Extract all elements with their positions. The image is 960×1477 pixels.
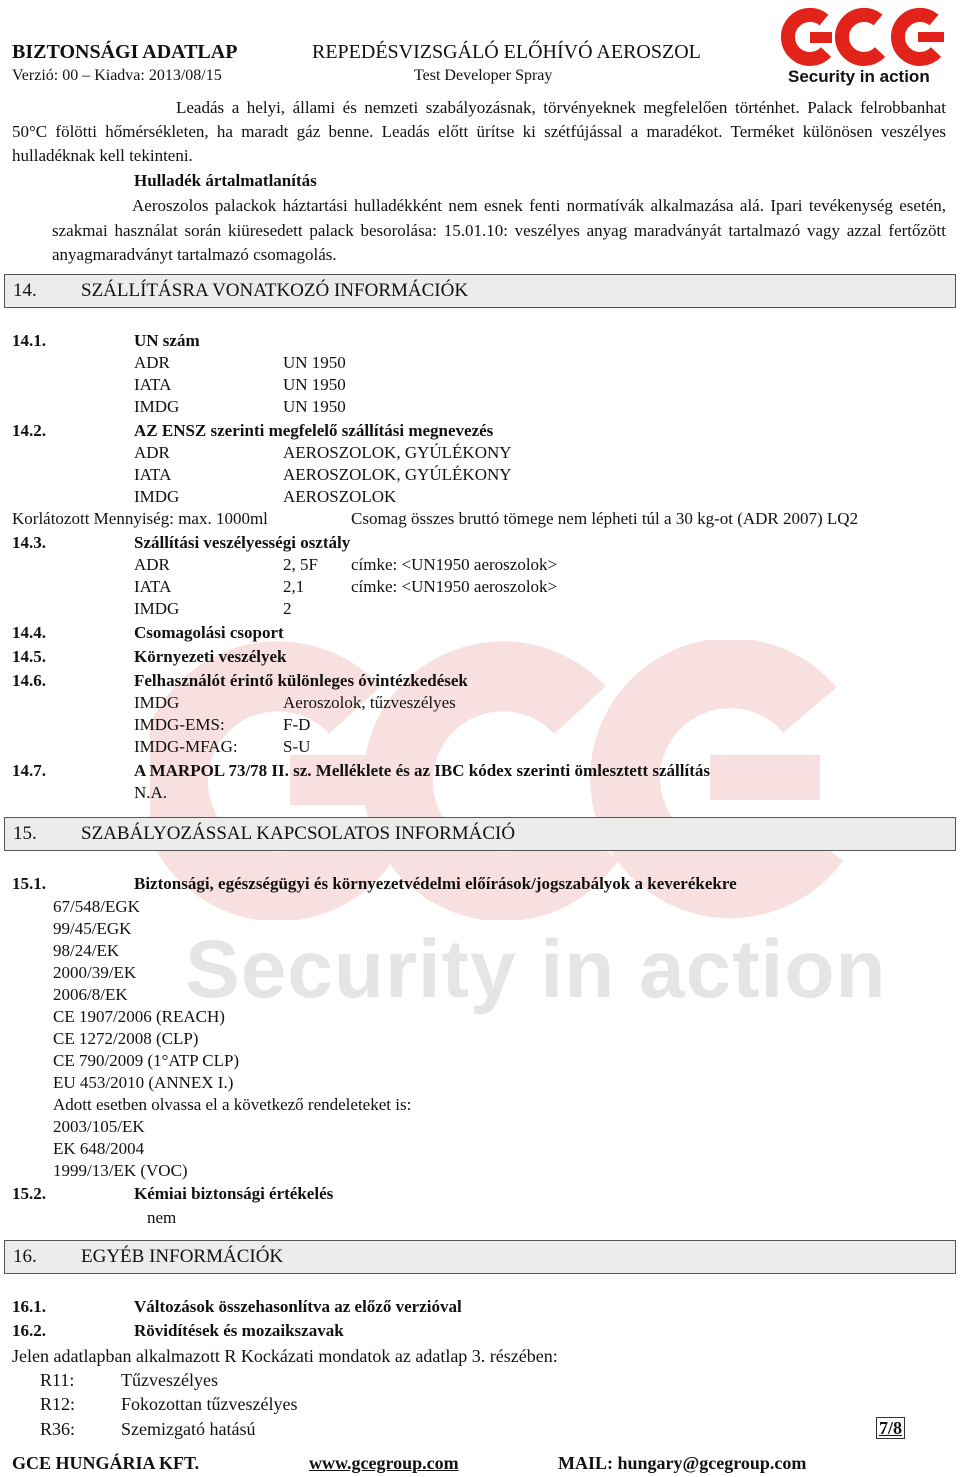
subsection-number: 14.4.: [12, 623, 46, 642]
section-title: EGYÉB INFORMÁCIÓK: [81, 1246, 284, 1267]
r-phrase-code: R36:: [40, 1419, 76, 1439]
page-number: 7/8: [876, 1417, 905, 1439]
disposal-paragraph: Leadás a helyi, állami és nemzeti szabályozásnak, törvényeknek megfelelően történhet. Palack felrobbanhat 50°C fölötti hőmérsékleten, ha maradt gáz benne. Leadás előtt ürítse ki szétfújással a maradékot. Terméket különösen veszélyes hulladéknak kell tekinteni.: [12, 98, 946, 165]
r-phrase-intro: Jelen adatlapban alkalmazott R Kockázati mondatok az adatlap 3. részében:: [12, 1346, 558, 1366]
section-title: SZABÁLYOZÁSSAL KAPCSOLATOS INFORMÁCIÓ: [81, 823, 516, 844]
subsection-number: 14.1.: [12, 331, 46, 350]
subsection-title: UN szám: [134, 331, 200, 350]
section-15-header: [4, 817, 956, 851]
regulation-item: CE 790/2009 (1°ATP CLP): [53, 1051, 240, 1070]
regulation-item: 98/24/EK: [53, 941, 120, 960]
r-phrase-code: R12:: [40, 1394, 76, 1414]
subsection-title: Kémiai biztonsági értékelés: [134, 1184, 334, 1203]
row-key: ADR: [134, 555, 170, 574]
r-phrase-text: Szemizgató hatású: [121, 1419, 256, 1439]
regulation-item: EK 648/2004: [53, 1139, 145, 1158]
section-14-header: [4, 274, 956, 308]
regulation-item: 2000/39/EK: [53, 963, 137, 982]
row-key: ADR: [134, 353, 170, 372]
row-key: IMDG: [134, 693, 180, 712]
version-info: Verzió: 00 – Kiadva: 2013/08/15: [12, 67, 222, 84]
row-value: AEROSZOLOK, GYÚLÉKONY: [283, 465, 512, 484]
row-label: címke: <UN1950 aeroszolok>: [351, 555, 558, 574]
section-number: 15.: [13, 823, 37, 844]
regulation-item: CE 1907/2006 (REACH): [53, 1007, 225, 1026]
row-value: 2: [283, 599, 292, 618]
product-subtitle: Test Developer Spray: [414, 67, 553, 84]
section-number: 14.: [13, 280, 37, 301]
subsection-number: 14.5.: [12, 647, 46, 666]
subsection-value: nem: [147, 1208, 177, 1227]
subsection-title: Rövidítések és mozaikszavak: [134, 1321, 344, 1340]
subsection-title: AZ ENSZ szerinti megfelelő szállítási megnevezés: [134, 421, 494, 440]
subsection-number: 15.2.: [12, 1184, 46, 1203]
subsection-title: Változások összehasonlítva az előző verzióval: [134, 1297, 462, 1316]
website-link[interactable]: www.gcegroup.com: [309, 1453, 459, 1473]
mail-label: MAIL:: [558, 1453, 613, 1473]
product-title: REPEDÉSVIZSGÁLÓ ELŐHÍVÓ AEROSZOL: [312, 41, 701, 63]
mail-address[interactable]: hungary@gcegroup.com: [617, 1453, 807, 1473]
regulation-item: 2003/105/EK: [53, 1117, 145, 1136]
row-value: UN 1950: [283, 353, 346, 372]
regulation-item: 99/45/EGK: [53, 919, 132, 938]
row-value: Aeroszolok, tűzveszélyes: [283, 693, 456, 712]
regulation-item: 67/548/EGK: [53, 897, 140, 916]
limited-quantity: Korlátozott Mennyiség: max. 1000ml: [12, 509, 268, 528]
row-value: 2,1: [283, 577, 305, 596]
subsection-number: 16.2.: [12, 1321, 46, 1340]
footer-company: GCE HUNGÁRIA KFT.: [12, 1453, 200, 1473]
subsection-number: 16.1.: [12, 1297, 46, 1316]
subsection-number: 14.7.: [12, 761, 46, 780]
subsection-number: 15.1.: [12, 874, 46, 893]
subsection-title: Szállítási veszélyességi osztály: [134, 533, 351, 552]
row-value: F-D: [283, 715, 311, 734]
row-label: címke: <UN1950 aeroszolok>: [351, 577, 558, 596]
row-value: S-U: [283, 737, 311, 756]
r-phrase-text: Tűzveszélyes: [121, 1370, 218, 1390]
subsection-title: Felhasználót érintő különleges óvintézkedések: [134, 671, 468, 690]
regulation-item: EU 453/2010 (ANNEX I.): [53, 1073, 234, 1092]
r-phrase-code: R11:: [40, 1370, 75, 1390]
row-value: AEROSZOLOK: [283, 487, 397, 506]
waste-disposal-heading: Hulladék ártalmatlanítás: [134, 171, 317, 190]
waste-disposal-paragraph: Aeroszolos palackok háztartási hulladékként nem esnek fenti normatívák alkalmazása alá. Ipari tevékenység esetén, szakmai használat során kiüresedett palack besorolása: 15.01.10: veszélyes anyag maradványát tartalmazó vagy azzal fertőzött anyagmaradványt tartalmazó csomagolás.: [52, 196, 946, 264]
row-key: IATA: [134, 577, 172, 596]
subsection-title: Környezeti veszélyek: [134, 647, 287, 666]
row-key: IMDG: [134, 487, 180, 506]
row-key: IMDG-EMS:: [134, 715, 225, 734]
regulation-item: 2006/8/EK: [53, 985, 128, 1004]
subsection-number: 14.2.: [12, 421, 46, 440]
footer-website[interactable]: [309, 1452, 459, 1474]
subsection-number: 14.6.: [12, 671, 46, 690]
row-value: 2, 5F: [283, 555, 318, 574]
doc-title: BIZTONSÁGI ADATLAP: [12, 41, 238, 63]
section-number: 16.: [13, 1246, 37, 1267]
section-16-header: [4, 1240, 956, 1274]
row-value: UN 1950: [283, 397, 346, 416]
subsection-title: Biztonsági, egészségügyi és környezetvédelmi előírások/jogszabályok a keverékekre: [134, 874, 737, 893]
footer-mail: [558, 1452, 806, 1474]
r-phrase-text: Fokozottan tűzveszélyes: [121, 1394, 298, 1414]
row-key: ADR: [134, 443, 170, 462]
row-key: IMDG-MFAG:: [134, 737, 238, 756]
subsection-number: 14.3.: [12, 533, 46, 552]
row-key: IATA: [134, 465, 172, 484]
limited-quantity-note: Csomag összes bruttó tömege nem lépheti túl a 30 kg-ot (ADR 2007) LQ2: [351, 509, 859, 528]
row-value: AEROSZOLOK, GYÚLÉKONY: [283, 443, 512, 462]
watermark-text: Security in action: [185, 924, 887, 1015]
regulation-item: Adott esetben olvassa el a következő rendeleteket is:: [53, 1095, 412, 1114]
row-key: IMDG: [134, 397, 180, 416]
row-key: IATA: [134, 375, 172, 394]
subsection-title: A MARPOL 73/78 II. sz. Melléklete és az IBC kódex szerinti ömlesztett szállítás: [134, 761, 711, 780]
regulation-item: 1999/13/EK (VOC): [53, 1161, 188, 1180]
subsection-title: Csomagolási csoport: [134, 623, 284, 642]
subsection-value: N.A.: [134, 783, 168, 802]
row-key: IMDG: [134, 599, 180, 618]
logo-tagline: Security in action: [788, 67, 930, 86]
regulation-item: CE 1272/2008 (CLP): [53, 1029, 199, 1048]
section-title: SZÁLLÍTÁSRA VONATKOZÓ INFORMÁCIÓK: [81, 280, 469, 301]
row-value: UN 1950: [283, 375, 346, 394]
